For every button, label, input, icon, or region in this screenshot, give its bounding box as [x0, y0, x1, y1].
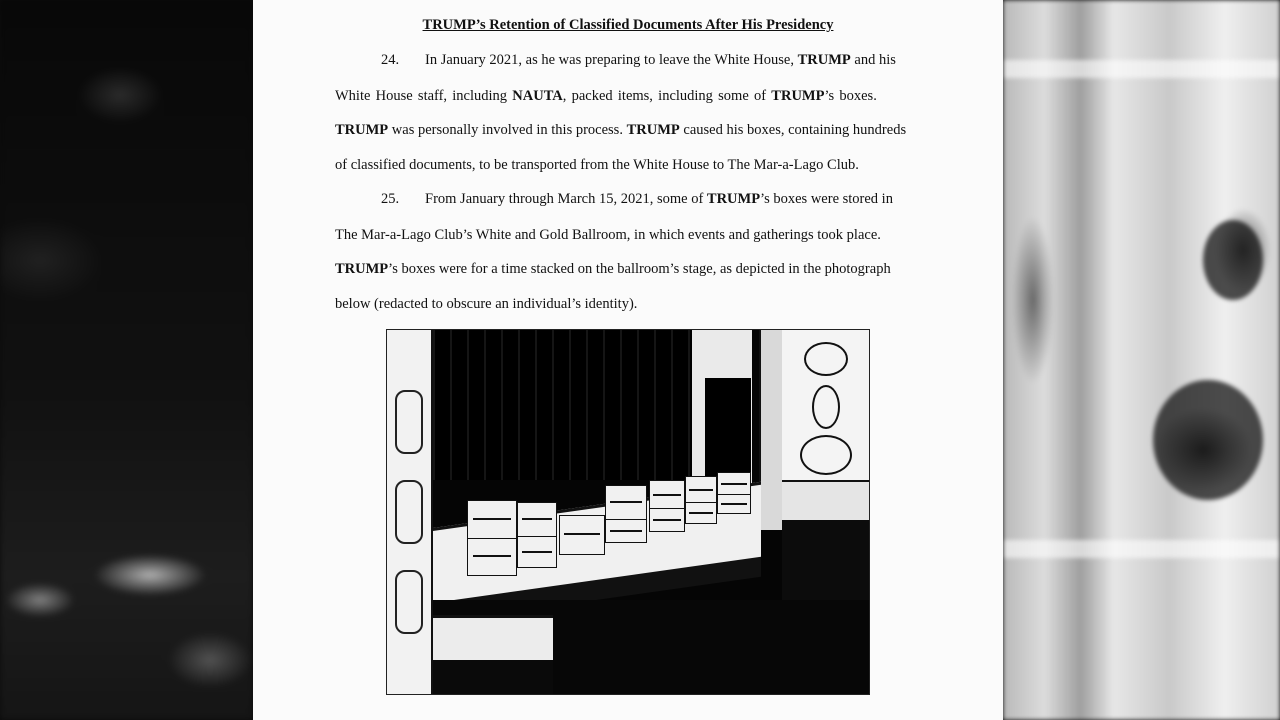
paragraph-25-line-1: From January through March 15, 2021, some of TRUMP’s boxes were stored in: [425, 191, 893, 207]
document-box: [467, 500, 517, 540]
wall-ornament: [800, 435, 852, 475]
document-box: [649, 480, 685, 510]
document-box: [559, 515, 605, 555]
paragraph-24-line-2: White House staff, including NAUTA, packed items, including some of TRUMP’s boxes.: [335, 88, 877, 104]
background-ornament: [1203, 220, 1263, 300]
document-box: [517, 502, 557, 538]
paragraph-24-line-1: In January 2021, as he was preparing to leave the White House, TRUMP and his: [425, 52, 896, 68]
paragraph-25-line-2: The Mar-a-Lago Club’s White and Gold Ballroom, in which events and gatherings took place.: [335, 227, 881, 243]
stage-step-shadow: [433, 660, 553, 694]
ballroom-photograph: [386, 329, 870, 695]
document-box: [517, 536, 557, 568]
column-ornament: [395, 390, 423, 454]
wall-ornament: [804, 342, 848, 376]
document-box: [717, 494, 751, 514]
paragraph-number: 24.: [381, 52, 400, 68]
stage-curtain: [407, 330, 737, 480]
background-ornament: [1153, 380, 1263, 500]
document-box: [605, 485, 647, 521]
document-box: [649, 508, 685, 532]
section-heading: TRUMP’s Retention of Classified Documents After His Presidency: [422, 17, 834, 33]
side-platform: [782, 520, 869, 600]
document-box: [717, 472, 751, 496]
column-ornament: [395, 480, 423, 544]
paragraph-25-line-4: below (redacted to obscure an individual’s identity).: [335, 296, 638, 312]
document-box: [685, 502, 717, 524]
document-box: [685, 476, 717, 504]
document-box: [605, 519, 647, 543]
column-ornament: [395, 570, 423, 634]
ornate-left-column: [387, 330, 433, 694]
background-band: [1003, 540, 1280, 558]
document-page: [253, 0, 1003, 720]
paragraph-25-line-3: TRUMP’s boxes were for a time stacked on the ballroom’s stage, as depicted in the photograph: [335, 261, 891, 277]
paragraph-number: 25.: [381, 191, 400, 207]
paragraph-24-line-4: of classified documents, to be transported from the White House to The Mar-a-Lago Club.: [335, 157, 859, 173]
background-band: [1003, 60, 1280, 78]
wall-ornament: [812, 385, 840, 429]
blurred-background-left: [0, 0, 253, 720]
blurred-background-right: [1003, 0, 1280, 720]
paragraph-24-line-3: TRUMP was personally involved in this process. TRUMP caused his boxes, containing hundreds: [335, 122, 907, 138]
document-box: [467, 538, 517, 576]
stage-rail: [782, 480, 869, 522]
